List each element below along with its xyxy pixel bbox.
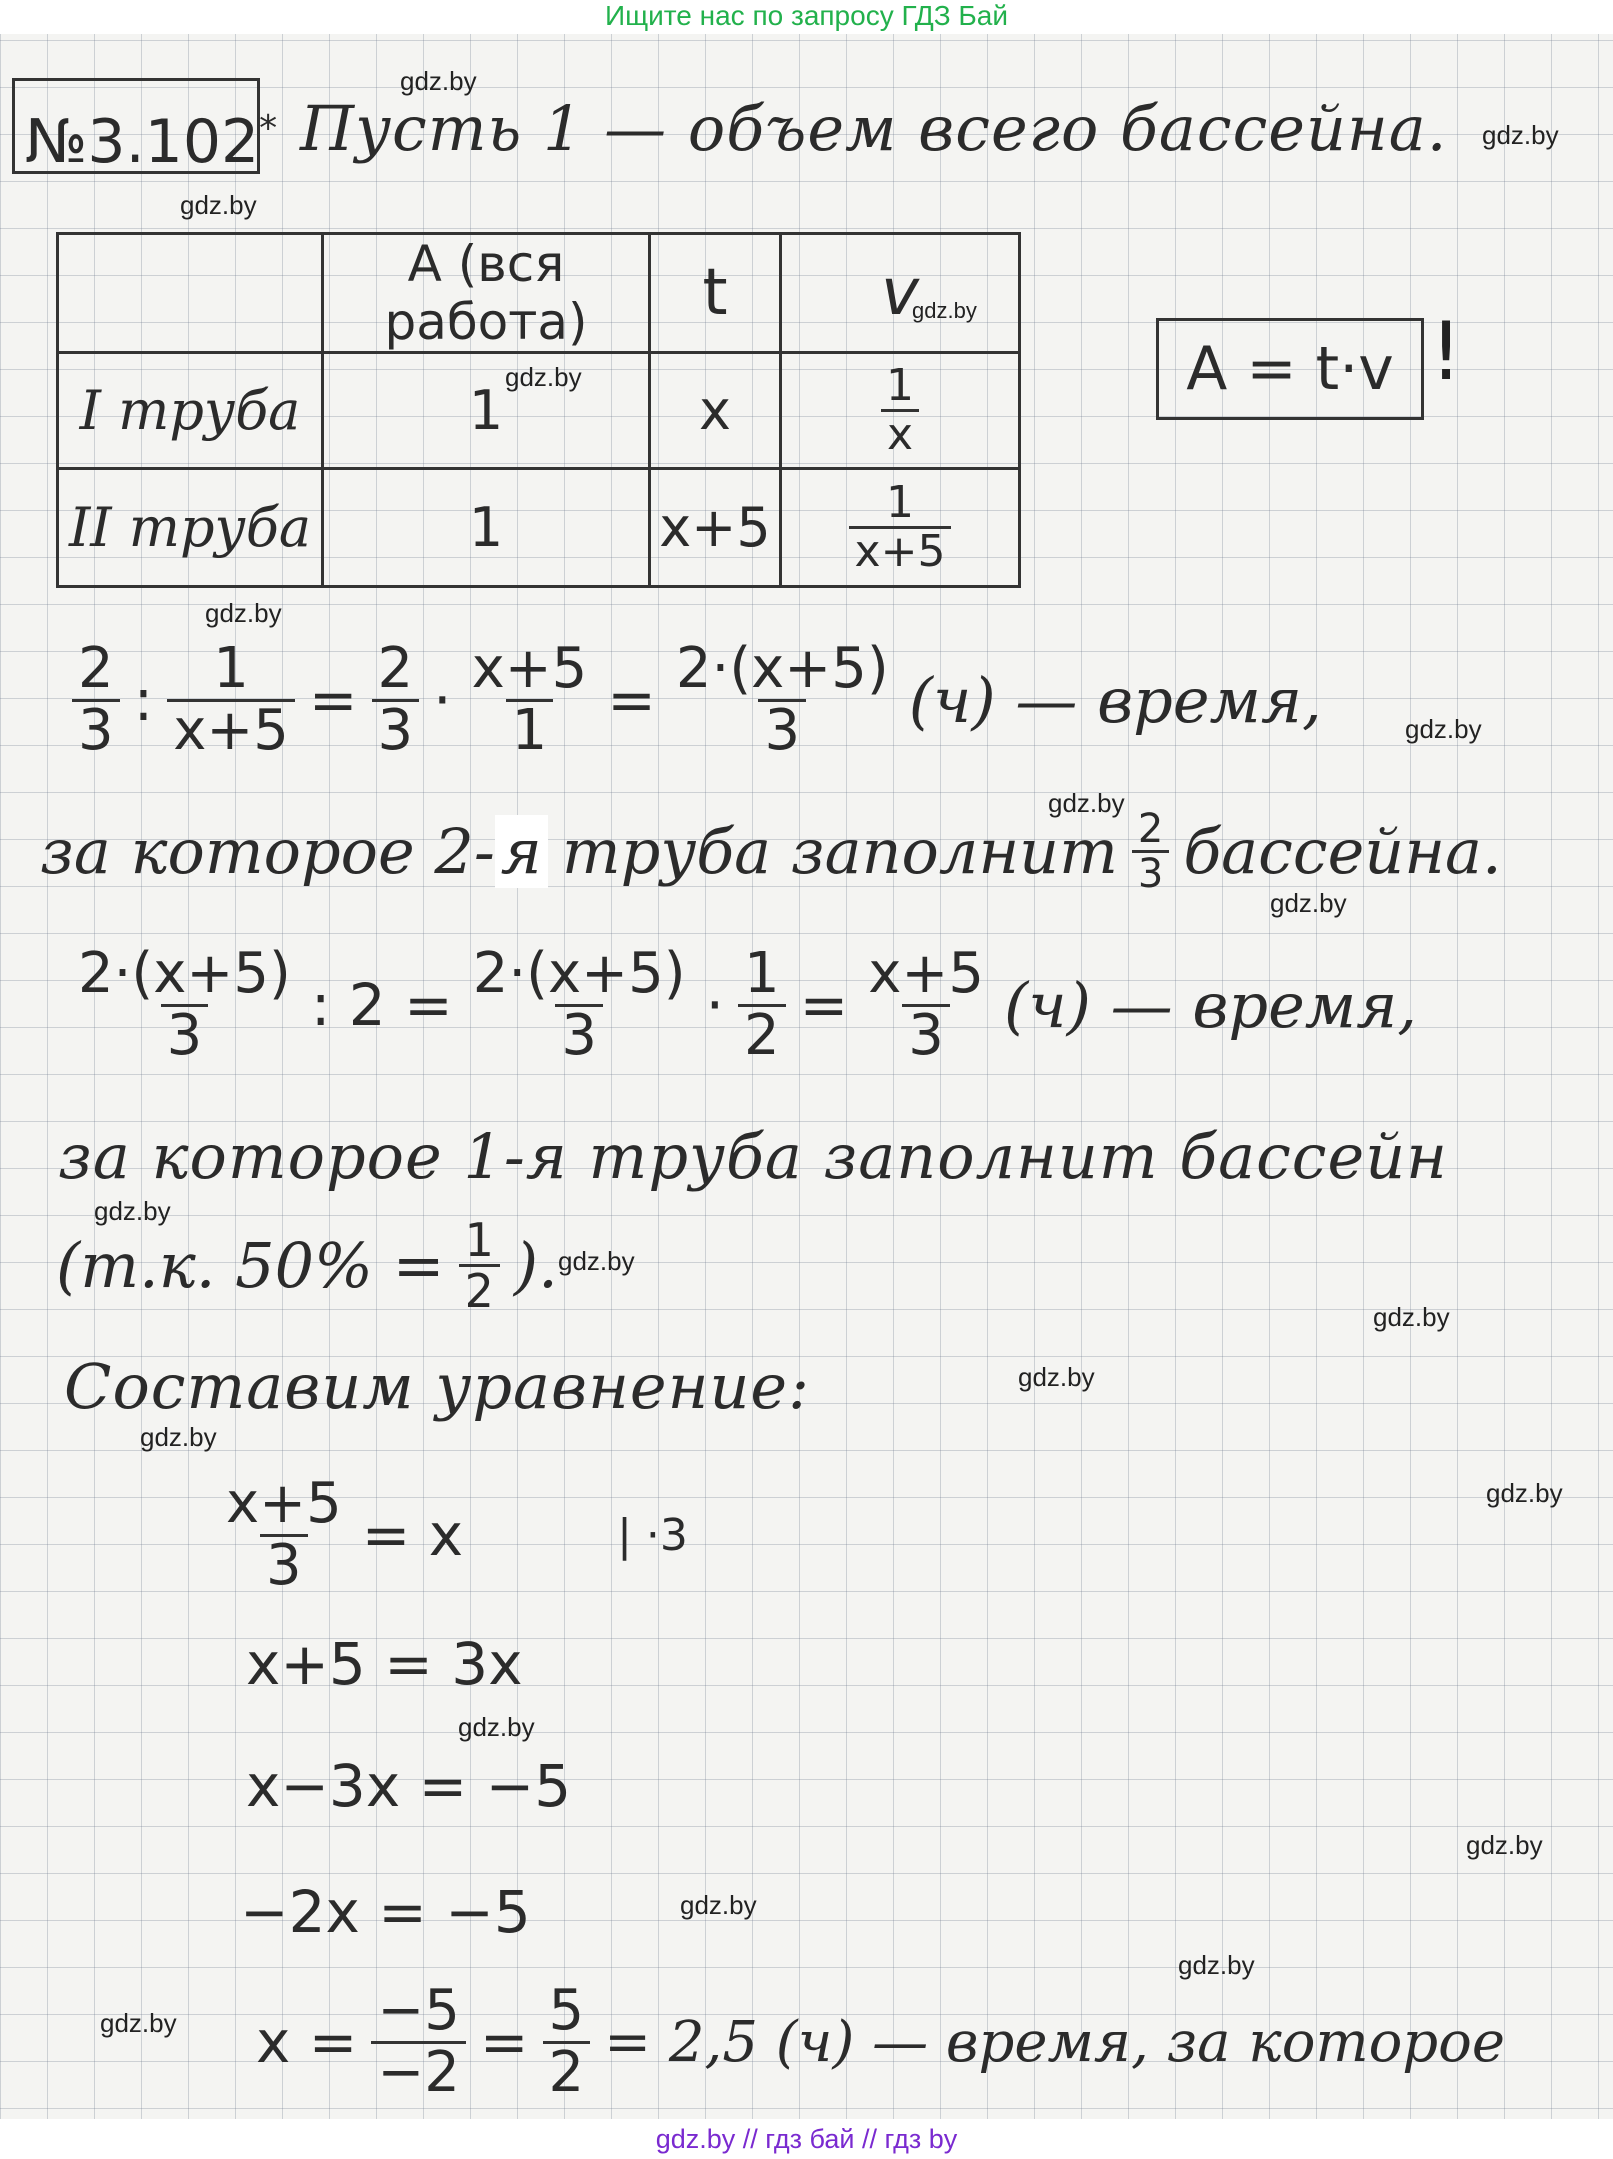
- operator: ·: [433, 666, 452, 735]
- operator: =: [308, 666, 358, 735]
- watermark: gdz.by: [1405, 714, 1482, 744]
- text-line-3: [56, 1213, 558, 1319]
- fraction: [220, 1471, 348, 1598]
- table-cell: [781, 469, 1020, 587]
- watermark: gdz.by: [1482, 120, 1559, 150]
- table-cell-label: I труба: [58, 353, 323, 469]
- operator: ·: [705, 971, 725, 1040]
- equation-lhs: x =: [256, 2008, 358, 2077]
- fraction-den: 3: [260, 1534, 308, 1596]
- fraction-den: 3: [372, 699, 420, 761]
- equation-2: x+5 = 3x: [246, 1630, 523, 1698]
- equation-rest: = 2,5 (ч) — время, за которое: [604, 2009, 1505, 2075]
- calc-line-1: [72, 636, 1322, 763]
- fraction-den: 3: [555, 1004, 603, 1066]
- task-number-text: №3.102: [25, 107, 260, 177]
- watermark: gdz.by: [140, 1422, 217, 1452]
- fraction-num: 1: [464, 1213, 494, 1267]
- fraction-num: 5: [548, 1978, 585, 2043]
- table-cell: x+5: [650, 469, 781, 587]
- table-header-row: [58, 234, 1020, 353]
- operator: =: [799, 971, 849, 1040]
- fraction: [372, 636, 420, 763]
- table-cell: 1: [323, 353, 650, 469]
- fraction: [543, 1978, 591, 2105]
- watermark: gdz.by: [912, 298, 977, 323]
- table-cell: x: [650, 353, 781, 469]
- table-header-cell: [58, 234, 323, 353]
- watermark: gdz.by: [680, 1890, 757, 1920]
- fraction: [466, 636, 594, 763]
- text-line-4: Составим уравнение:: [64, 1350, 810, 1423]
- text-highlight: я: [495, 815, 548, 888]
- fraction-den: 3: [758, 699, 806, 761]
- formula-exclamation: !: [1430, 305, 1463, 398]
- watermark: gdz.by: [1270, 888, 1347, 918]
- equation-1: [220, 1471, 688, 1598]
- text-line-1: [40, 808, 1502, 895]
- watermark: gdz.by: [505, 362, 582, 392]
- fraction-den: −2: [371, 2041, 466, 2103]
- fraction-num: 2: [78, 636, 114, 701]
- watermark: gdz.by: [1178, 1950, 1255, 1980]
- fraction-num: 1: [886, 476, 914, 528]
- intro-text: Пусть 1 — объем всего бассейна.: [300, 92, 1448, 165]
- watermark: gdz.by: [180, 190, 257, 220]
- fraction-den: x+5: [849, 526, 952, 575]
- operator: :: [133, 666, 154, 735]
- text-line-2: за которое 1-я труба заполнит бассейн: [58, 1120, 1448, 1193]
- fraction: [72, 636, 120, 763]
- fraction: [167, 636, 295, 763]
- operator: =: [479, 2008, 529, 2077]
- fraction-num: x+5: [868, 941, 984, 1006]
- fraction: [1132, 808, 1169, 895]
- fraction-den: 3: [1132, 850, 1169, 895]
- fraction: [849, 476, 952, 577]
- fraction-den: 2: [543, 2041, 591, 2103]
- bottom-banner[interactable]: gdz.by // гдз бай // гдз by: [0, 2119, 1613, 2159]
- table-cell-label: II труба: [58, 469, 323, 587]
- fraction-den: 2: [738, 1004, 786, 1066]
- table-row: [58, 469, 1020, 587]
- fraction-den: 3: [902, 1004, 950, 1066]
- fraction: [738, 941, 786, 1068]
- watermark: gdz.by: [100, 2008, 177, 2038]
- fraction: [467, 941, 692, 1068]
- fraction: [880, 359, 920, 460]
- fraction-num: 1: [886, 359, 914, 411]
- watermark: gdz.by: [558, 1246, 635, 1276]
- equation-3: x−3x = −5: [246, 1752, 572, 1820]
- task-number: [12, 78, 278, 177]
- fraction-num: 2·(x+5): [675, 636, 889, 701]
- work-table: [56, 232, 1021, 588]
- fraction-den: x: [881, 409, 919, 458]
- watermark: gdz.by: [1373, 1302, 1450, 1332]
- fraction: [371, 1978, 466, 2105]
- fraction-den: 2: [459, 1264, 500, 1315]
- watermark: gdz.by: [400, 66, 477, 96]
- fraction-num: −5: [377, 1978, 460, 2043]
- table-row: [58, 353, 1020, 469]
- fraction: [72, 941, 297, 1068]
- equation-rhs: = x: [361, 1501, 464, 1570]
- calc-unit-text: (ч) — время,: [908, 663, 1322, 737]
- fraction-num: 2·(x+5): [78, 941, 291, 1006]
- operator: =: [607, 666, 656, 735]
- watermark: gdz.by: [1048, 788, 1125, 818]
- task-star: *: [259, 108, 278, 149]
- fraction-den: 3: [72, 699, 120, 761]
- table-cell: [781, 353, 1020, 469]
- equation-5: [256, 1978, 1505, 2105]
- fraction-num: x+5: [226, 1471, 342, 1536]
- fraction: [862, 941, 990, 1068]
- watermark: gdz.by: [1018, 1362, 1095, 1392]
- text-part: (т.к. 50% =: [56, 1229, 445, 1303]
- operator: : 2 =: [310, 971, 453, 1040]
- table-header-cell: v: [781, 234, 1020, 353]
- equation-multiplier: | ·3: [617, 1509, 688, 1561]
- table-cell: 1: [323, 469, 650, 587]
- fraction-num: x+5: [471, 636, 588, 701]
- top-banner[interactable]: Ищите нас по запросу ГДЗ Бай: [0, 0, 1613, 34]
- watermark: gdz.by: [1486, 1478, 1563, 1508]
- fraction-den: x+5: [167, 699, 295, 761]
- formula-box: A = t·v: [1156, 318, 1424, 420]
- fraction-num: 2·(x+5): [472, 941, 686, 1006]
- text-part: бассейна.: [1183, 815, 1502, 888]
- fraction: [670, 636, 895, 763]
- table-header-cell: A (вся работа): [323, 234, 650, 353]
- table-header-cell: t: [650, 234, 781, 353]
- calc-line-2: [72, 941, 1417, 1068]
- calc-unit-text: (ч) — время,: [1003, 968, 1417, 1042]
- text-part: труба заполнит: [561, 815, 1118, 888]
- fraction: [459, 1213, 500, 1319]
- fraction-num: 1: [744, 941, 780, 1006]
- text-part: ).: [513, 1229, 558, 1303]
- fraction-num: 2: [1137, 806, 1164, 852]
- fraction-num: 2: [377, 636, 414, 701]
- watermark: gdz.by: [1466, 1830, 1543, 1860]
- watermark: gdz.by: [94, 1196, 171, 1226]
- fraction-den: 1: [506, 699, 554, 761]
- text-part: за которое 2-: [40, 815, 495, 888]
- watermark: gdz.by: [205, 598, 282, 628]
- fraction-num: 1: [213, 636, 249, 701]
- fraction-den: 3: [161, 1004, 209, 1066]
- equation-4: −2x = −5: [240, 1878, 531, 1946]
- watermark: gdz.by: [458, 1712, 535, 1742]
